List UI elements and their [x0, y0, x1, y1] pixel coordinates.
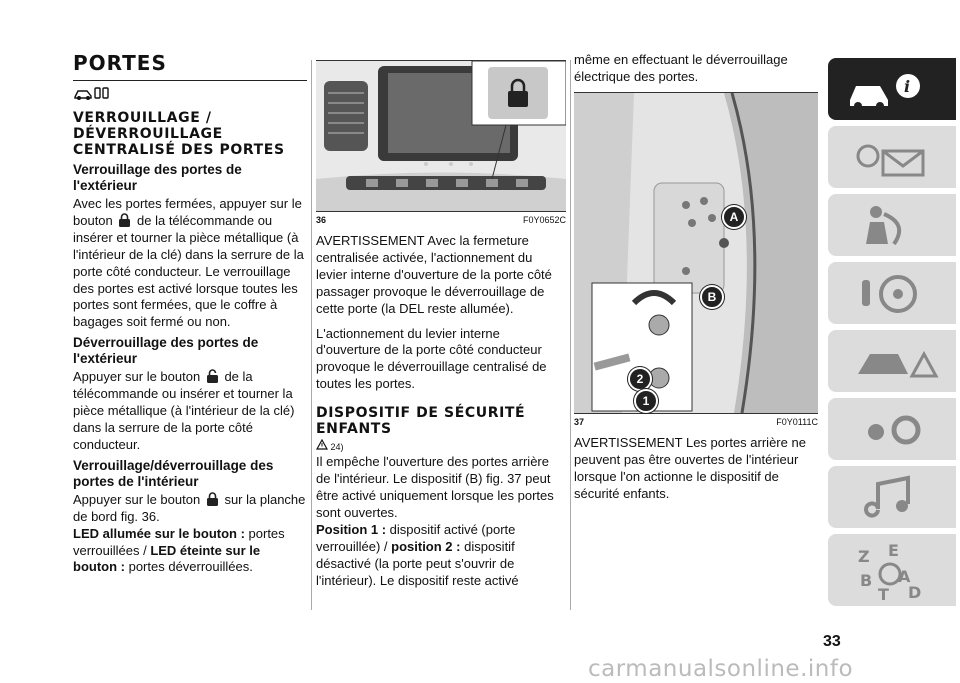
- tab-emergency[interactable]: [828, 330, 956, 392]
- warning-lights-icon: [828, 126, 956, 188]
- watermark: carmanualsonline.info: [588, 656, 854, 682]
- car-key-icon: [73, 85, 113, 101]
- car-info-icon: [828, 58, 956, 120]
- heading-child-lock: DISPOSITIF DE SÉCURITÉ ENFANTS: [316, 405, 526, 438]
- tab-maintenance[interactable]: [828, 398, 956, 460]
- unlock-icon: [206, 369, 219, 384]
- svg-text:D: D: [908, 583, 922, 602]
- index-letters-icon: [828, 534, 956, 606]
- column-divider: [311, 60, 312, 610]
- paragraph-positions: Position 1 : dispositif activé (porte verrouillée) / position 2 : dispositif désactivé (la porte peut s'ouvrir de l'intérieur). Le dispositif reste activé: [316, 521, 519, 588]
- child-lock-illustration: [574, 93, 818, 413]
- figure-36: [316, 60, 566, 212]
- tab-car-info[interactable]: [828, 58, 956, 120]
- subheading-lock-inside: Verrouillage/déverrouillage des portes de l'intérieur: [73, 457, 274, 489]
- figure-37-caption: 37 F0Y0111C: [574, 416, 818, 427]
- column-2: [316, 60, 566, 589]
- column-divider: [570, 60, 571, 610]
- svg-text:T: T: [878, 585, 889, 604]
- lock-icon: [206, 492, 219, 507]
- emergency-icon: [828, 330, 956, 392]
- tab-safety[interactable]: [828, 194, 956, 256]
- figure-37: [574, 92, 818, 414]
- subheading-unlock-outside: Déverrouillage des portes de l'extérieur: [73, 335, 259, 367]
- section-title: PORTES: [73, 51, 167, 75]
- lock-icon: [118, 213, 131, 228]
- paragraph-lock-inside: Appuyer sur le bouton sur la planche de bord fig. 36.: [73, 491, 306, 524]
- svg-text:Z: Z: [858, 547, 870, 566]
- seatbelt-icon: [828, 194, 956, 256]
- tab-index[interactable]: [828, 534, 956, 606]
- marker-a: A: [722, 205, 746, 229]
- warning-triangle-icon: [316, 439, 328, 450]
- warning-central-locking: AVERTISSEMENT Avec la fermeture centralisée activée, l'actionnement du levier interne d'ouverture de la porte côté passager provoque le déverrouillage de cette porte (la DEL reste allumée).: [316, 233, 552, 316]
- gear-icon: [828, 398, 956, 460]
- paragraph-continuation: même en effectuant le déverrouillage électrique des portes.: [574, 52, 788, 84]
- marker-1: 1: [634, 389, 658, 413]
- svg-text:A: A: [898, 567, 911, 586]
- music-note-icon: [828, 466, 956, 528]
- svg-text:i: i: [904, 77, 911, 96]
- figure-36-caption: 36 F0Y0652C: [316, 215, 566, 225]
- page-number: 33: [823, 633, 841, 650]
- svg-text:B: B: [860, 571, 873, 590]
- warning-rear-doors: AVERTISSEMENT Les portes arrière ne peuvent pas être ouvertes de l'intérieur lorsque l'on actionne le dispositif de sécurité enfants.: [574, 434, 806, 501]
- tab-starting-driving[interactable]: [828, 262, 956, 324]
- heading-central-locking: VERROUILLAGE / DÉVERROUILLAGE CENTRALISÉ DES PORTES: [73, 110, 285, 158]
- marker-b: B: [700, 285, 724, 309]
- warning-reference: 24): [316, 439, 566, 452]
- paragraph-child-lock: Il empêche l'ouverture des portes arrière de l'intérieur. Le dispositif (B) fig. 37 peut être activé uniquement lorsque les portes sont ouvertes.: [316, 454, 554, 520]
- subheading-lock-outside: Verrouillage des portes de l'extérieur: [73, 162, 242, 193]
- dashboard-illustration: [316, 61, 566, 211]
- column-3: [574, 52, 818, 502]
- paragraph-lock-outside: Avec les portes fermées, appuyer sur le bouton de la télécommande ou insérer et tourner la pièce métallique (à l'intérieur de la clé) dans la serrure de la porte côté conducteur. Le verrouillage des portes est activé lorsque toutes les portes sont fermées, que le coffre à bagages soit fermé ou non.: [73, 196, 304, 330]
- note-driver-lever: L'actionnement du levier interne d'ouverture de la porte côté conducteur provoque le déverrouillage centralisé de toutes les portes.: [316, 325, 547, 392]
- steering-wheel-icon: [828, 262, 956, 324]
- svg-text:E: E: [888, 541, 899, 560]
- paragraph-unlock-outside: Appuyer sur le bouton de la télécommande ou insérer et tourner la pièce métallique (à l'intérieur de la clé) dans la serrure de la porte côté conducteur.: [73, 369, 295, 452]
- column-1: [73, 52, 307, 576]
- paragraph-led-status: LED allumée sur le bouton : portes verrouillées / LED éteinte sur le bouton : portes déverrouillées.: [73, 525, 285, 575]
- title-rule: [73, 80, 307, 81]
- tab-multimedia[interactable]: [828, 466, 956, 528]
- tab-warning-lights[interactable]: [828, 126, 956, 188]
- marker-2: 2: [628, 367, 652, 391]
